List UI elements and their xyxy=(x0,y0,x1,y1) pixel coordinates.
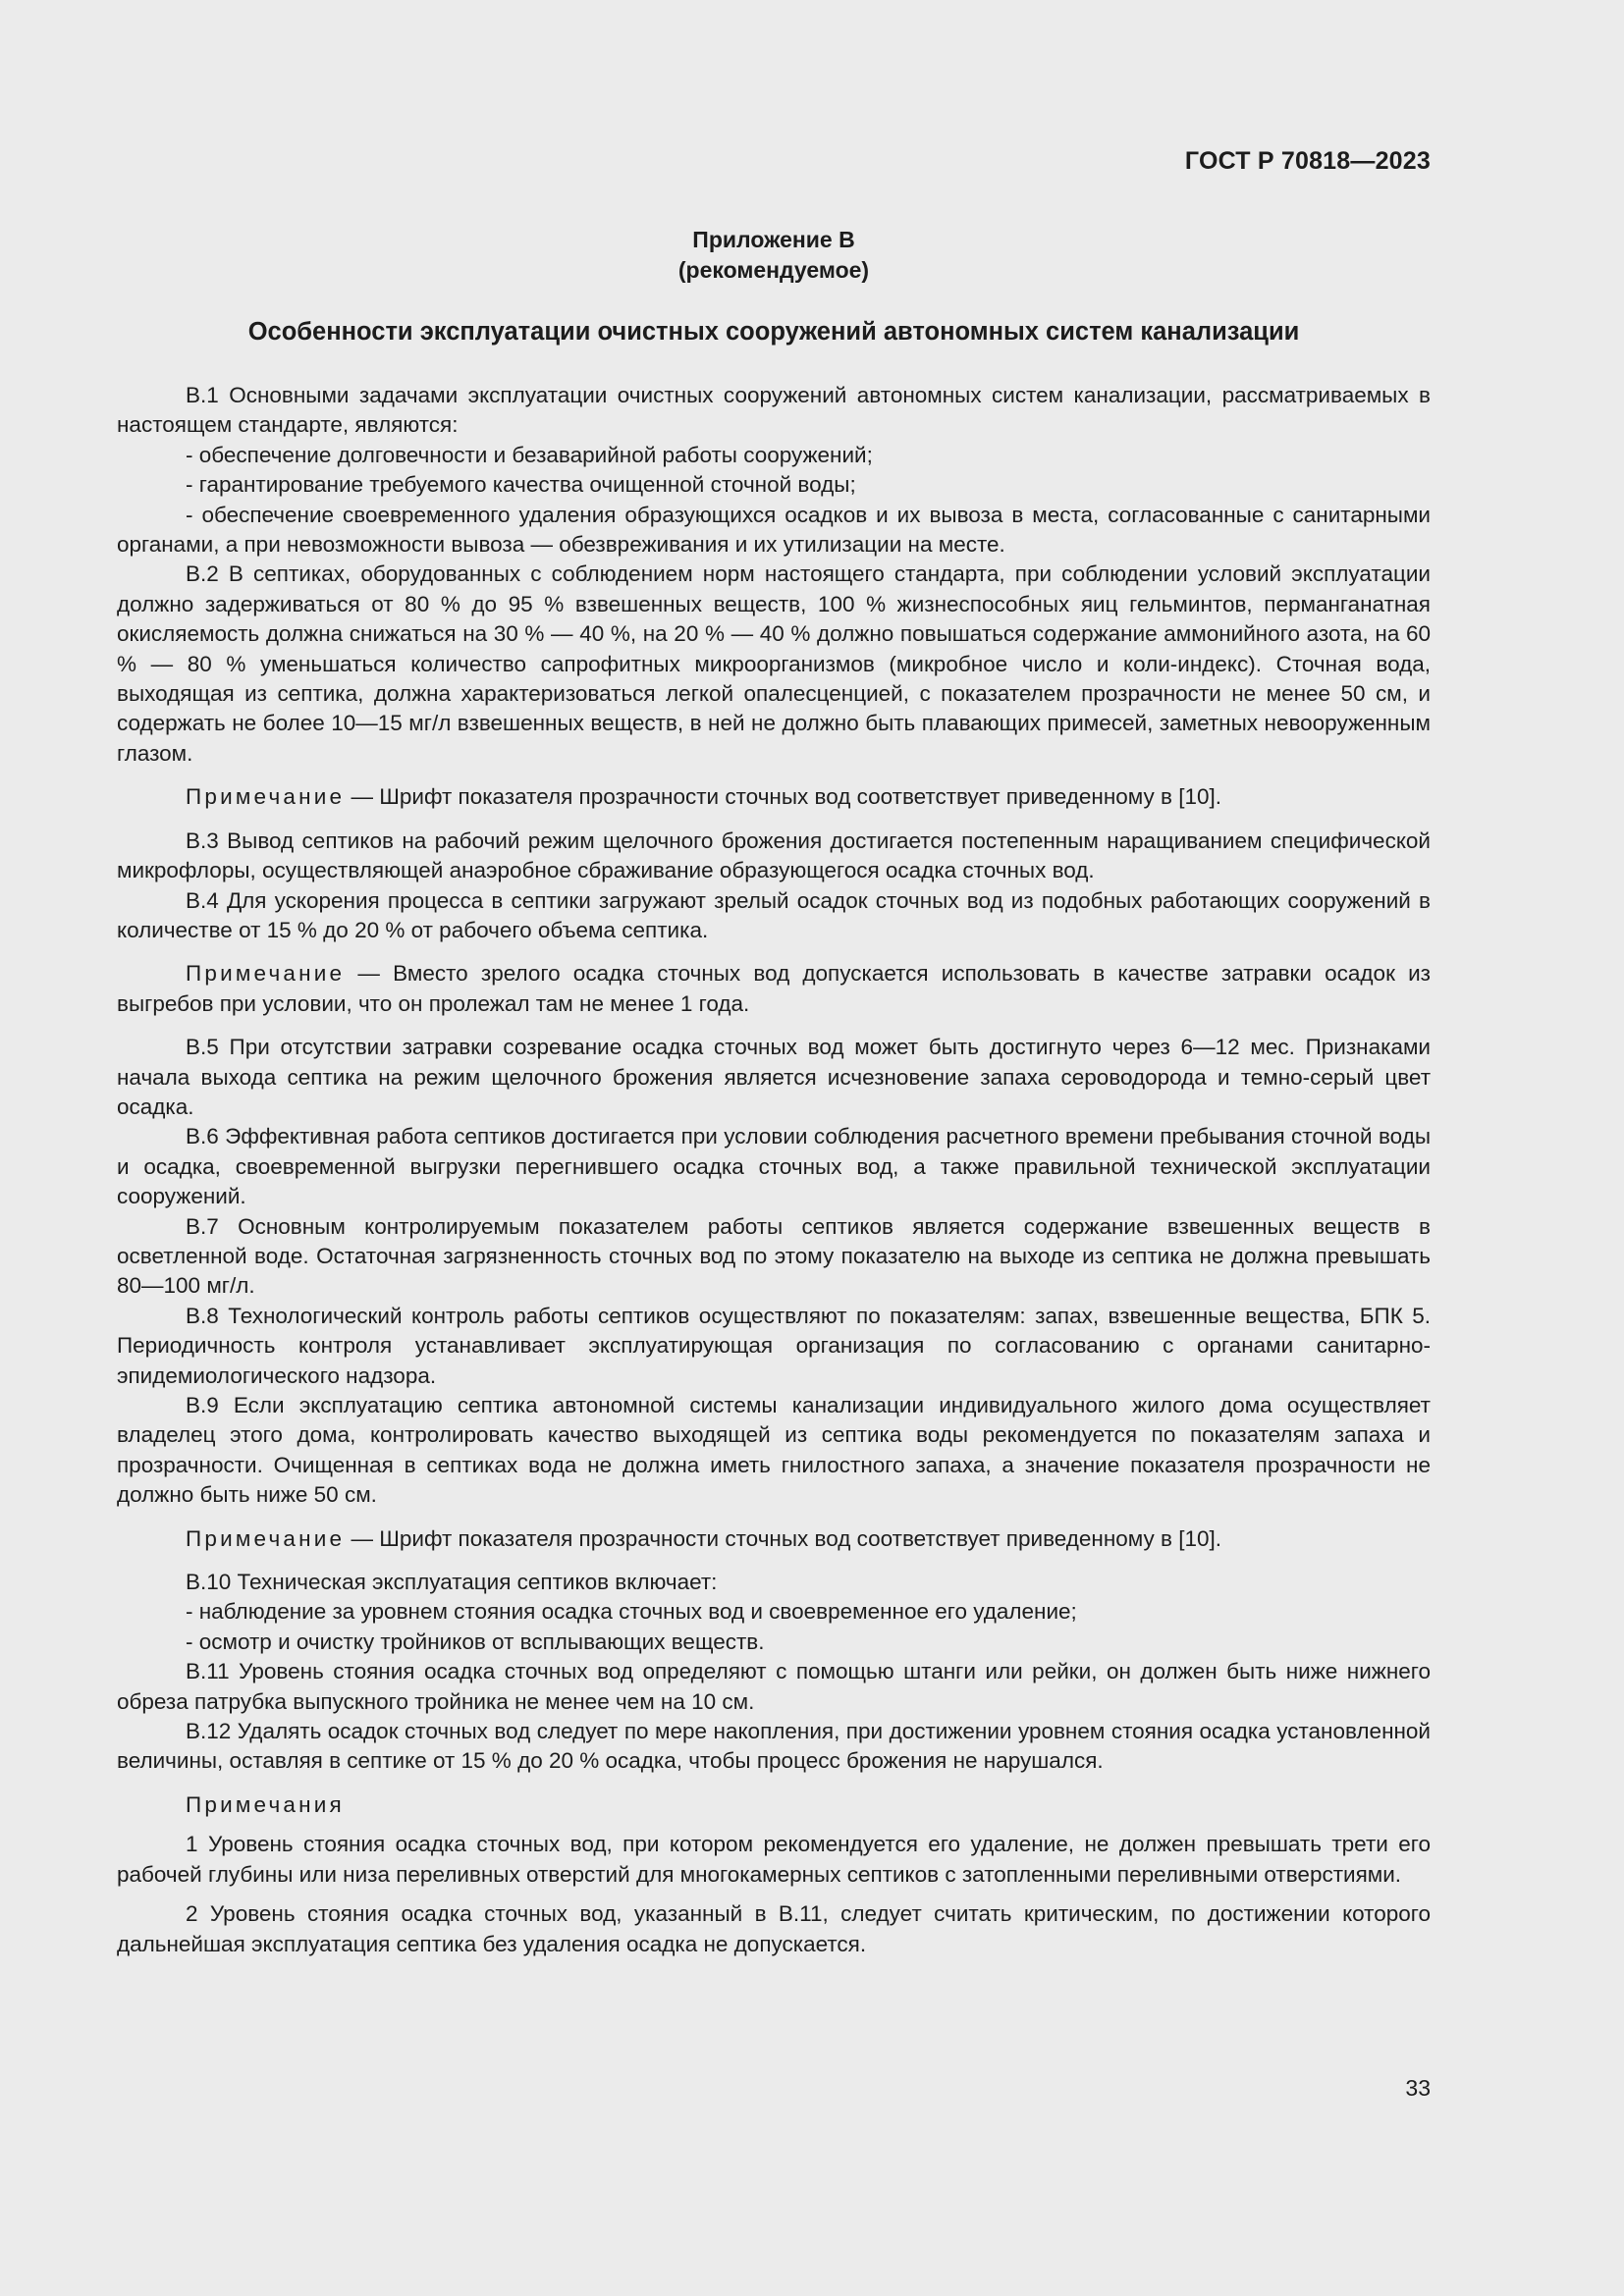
note-text: — Вместо зрелого осадка сточных вод допускается использовать в качестве затравки осадок из выгребов при условии, что он пролежал там не менее 1 года. xyxy=(117,961,1431,1016)
appendix-heading xyxy=(117,225,1431,286)
note-label: Примечание xyxy=(186,1525,346,1551)
note-label: Примечание xyxy=(186,961,346,987)
document-body xyxy=(117,381,1431,1969)
numbered-note: 2 Уровень стояния осадка сточных вод, указанный в В.11, следует считать критическим, по достижении которого дальнейшая эксплуатация септика без удаления осадка не допускается. xyxy=(117,1901,1431,1956)
list-item: - гарантирование требуемого качества очищенной сточной воды; xyxy=(186,472,856,498)
clause-b6: В.6 Эффективная работа септиков достигается при условии соблюдения расчетного времени пребывания сточной воды и осадка, своевременной выгрузки перегнившего осадка сточных вод, а также правильной технической эксплуатации сооружений. xyxy=(117,1124,1431,1209)
note xyxy=(117,959,1431,1019)
note xyxy=(117,1524,1431,1554)
note-text: — Шрифт показателя прозрачности сточных вод соответствует приведенному в [10]. xyxy=(345,784,1222,810)
clause-b1: В.1 Основными задачами эксплуатации очистных сооружений автономных систем канализации, рассматриваемых в настоящем стандарте, являются: xyxy=(117,383,1431,438)
notes-heading xyxy=(117,1790,1431,1820)
list-item: - наблюдение за уровнем стояния осадка сточных вод и своевременное его удаление; xyxy=(186,1599,1077,1625)
numbered-note: 1 Уровень стояния осадка сточных вод, при котором рекомендуется его удаление, не должен превышать трети его рабочей глубины или низа переливных отверстий для многокамерных септиков с затопленными переливными отверстиями. xyxy=(117,1832,1431,1887)
notes-label: Примечания xyxy=(186,1791,345,1817)
appendix-label: Приложение В xyxy=(692,227,855,252)
clause-b9: В.9 Если эксплуатацию септика автономной системы канализации индивидуального жилого дома осуществляет владелец этого дома, контролировать качество выходящей из септика воды рекомендуется по показателям запаха и прозрачности. Очищенная в септиках вода не должна иметь гнилостного запаха, а значение показателя прозрачности не должно быть ниже 50 см. xyxy=(117,1393,1431,1508)
clause-b3: В.3 Вывод септиков на рабочий режим щелочного брожения достигается постепенным наращиванием специфической микрофлоры, осуществляющей анаэробное сбраживание образующегося осадка сточных вод. xyxy=(117,828,1431,883)
clause-b7: В.7 Основным контролируемым показателем работы септиков является содержание взвешенных веществ в осветленной воде. Остаточная загрязненность сточных вод по этому показателю на выходе из септика не должна превышать 80—100 мг/л. xyxy=(117,1213,1431,1299)
note xyxy=(117,782,1431,812)
note-text: — Шрифт показателя прозрачности сточных вод соответствует приведенному в [10]. xyxy=(345,1525,1222,1551)
clause-b12: В.12 Удалять осадок сточных вод следует по мере накопления, при достижении уровнем стояния осадка установленной величины, оставляя в септике от 15 % до 20 % осадка, чтобы процесс брожения не нарушался. xyxy=(117,1719,1431,1774)
list-item: - обеспечение своевременного удаления образующихся осадков и их вывоза в места, согласованные с санитарными органами, а при невозможности вывоза — обезвреживания и их утилизации на месте. xyxy=(117,502,1431,558)
clause-b5: В.5 При отсутствии затравки созревание осадка сточных вод может быть достигнуто через 6—12 мес. Признаками начала выхода септика на режим щелочного брожения является исчезновение запаха сероводорода и темно-серый цвет осадка. xyxy=(117,1035,1431,1119)
standard-code: ГОСТ Р 70818—2023 xyxy=(1184,147,1431,175)
clause-b11: В.11 Уровень стояния осадка сточных вод определяют с помощью штанги или рейки, он должен быть ниже нижнего обреза патрубка выпускного тройника не менее чем на 10 см. xyxy=(117,1659,1431,1714)
clause-b2: В.2 В септиках, оборудованных с соблюдением норм настоящего стандарта, при соблюдении условий эксплуатации должно задерживаться от 80 % до 95 % взвешенных веществ, 100 % жизнеспособных яиц гельминтов, перманганатная окисляемость должна снижаться на 30 % — 40 %, на 20 % — 40 % должно повышаться содержание аммонийного азота, на 60 % — 80 % уменьшаться количество сапрофитных микроорганизмов (микробное число и коли-индекс). Сточная вода, выходящая из септика, должна характеризоваться легкой опалесценцией, с показателем прозрачности не менее 50 см, и содержать не более 10—15 мг/л взвешенных веществ, в ней не должно быть плавающих примесей, заметных невооруженным глазом. xyxy=(117,561,1431,766)
list-item: - осмотр и очистку тройников от всплывающих веществ. xyxy=(186,1629,765,1654)
document-page xyxy=(117,0,1431,2296)
appendix-title: Особенности эксплуатации очистных сооружений автономных систем канализации xyxy=(247,318,1300,346)
appendix-status: (рекомендуемое) xyxy=(677,257,870,283)
clause-b8: В.8 Технологический контроль работы септиков осуществляют по показателям: запах, взвешенные вещества, БПК 5. Периодичность контроля устанавливает эксплуатирующая организация по согласованию с органами санитарно-эпидемиологического надзора. xyxy=(117,1303,1431,1388)
page-number: 33 xyxy=(1405,2075,1431,2101)
list-item: - обеспечение долговечности и безаварийной работы сооружений; xyxy=(186,442,873,467)
clause-b10: В.10 Техническая эксплуатация септиков включает: xyxy=(186,1570,718,1595)
note-label: Примечание xyxy=(186,784,346,810)
clause-b4: В.4 Для ускорения процесса в септики загружают зрелый осадок сточных вод из подобных работающих сооружений в количестве от 15 % до 20 % от рабочего объема септика. xyxy=(117,887,1431,942)
